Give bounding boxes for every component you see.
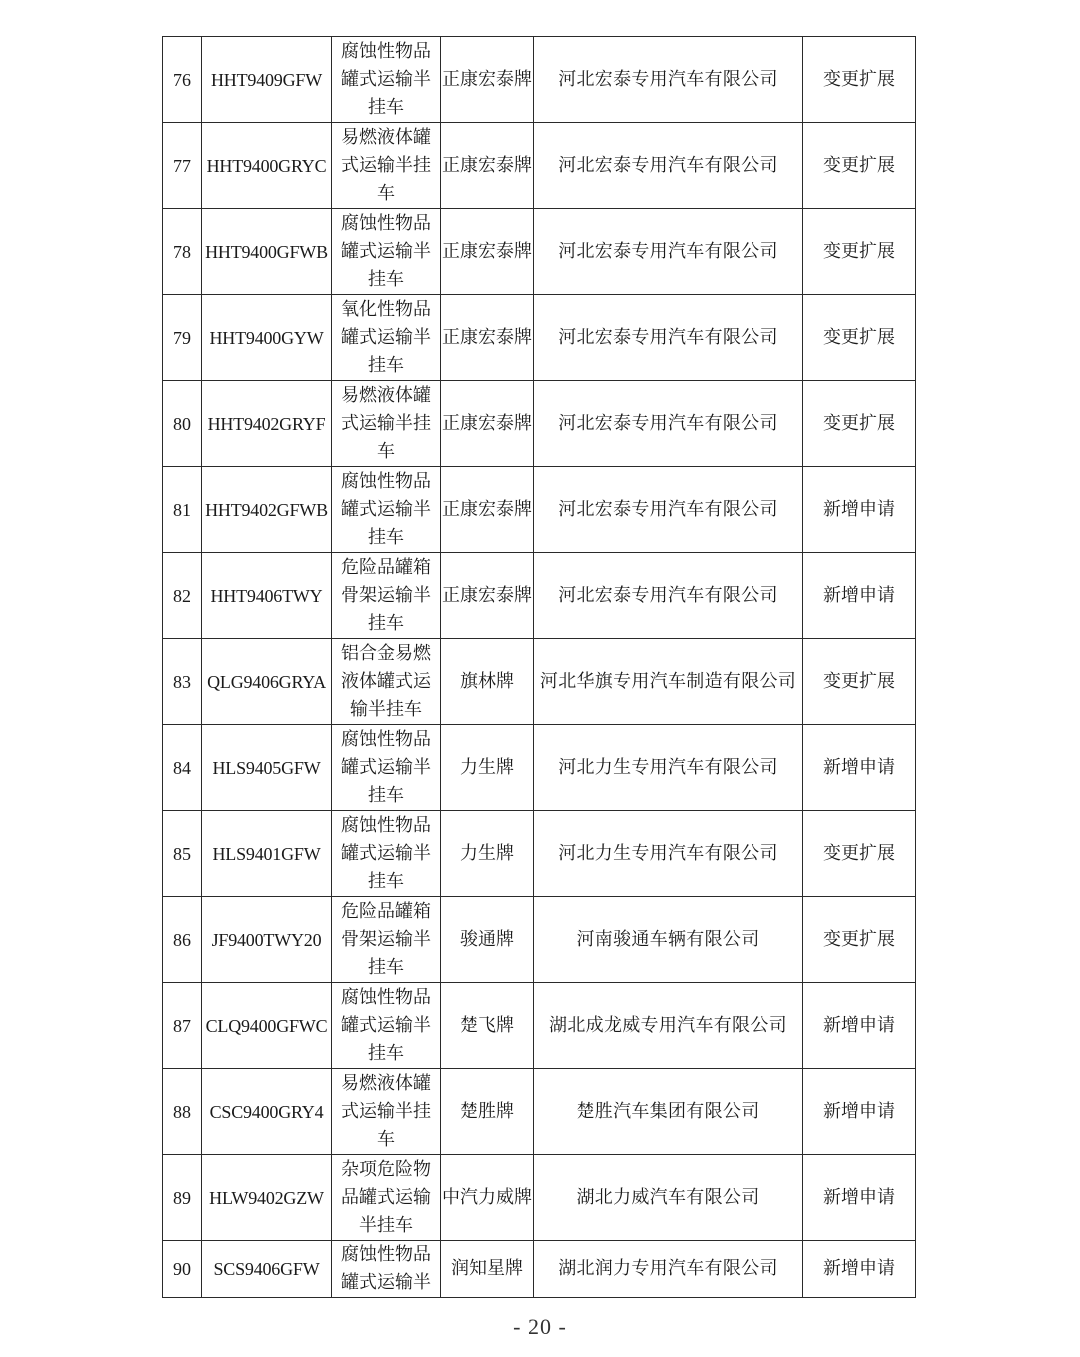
company-cell: 河北宏泰专用汽车有限公司 (534, 295, 803, 381)
vehicle-model-cell: HHT9400GRYC (202, 123, 332, 209)
vehicle-model-cell: HLW9402GZW (202, 1155, 332, 1241)
product-name-text: 危险品罐箱骨架运输半挂车 (341, 556, 431, 634)
company-cell: 湖北成龙威专用汽车有限公司 (534, 983, 803, 1069)
product-name-cell (332, 209, 441, 295)
table-row (163, 897, 916, 983)
brand-cell: 楚胜牌 (441, 1069, 534, 1155)
company-cell: 河北华旗专用汽车制造有限公司 (534, 639, 803, 725)
table-row (163, 1069, 916, 1155)
application-type-cell: 新增申请 (803, 1241, 916, 1298)
company-cell: 湖北力威汽车有限公司 (534, 1155, 803, 1241)
vehicle-model-cell: HHT9406TWY (202, 553, 332, 639)
product-name-cell (332, 37, 441, 123)
table-row (163, 725, 916, 811)
brand-cell: 力生牌 (441, 811, 534, 897)
vehicle-model-cell: CLQ9400GFWC (202, 983, 332, 1069)
table-row (163, 1155, 916, 1241)
product-name-cell (332, 467, 441, 553)
company-cell: 河北宏泰专用汽车有限公司 (534, 381, 803, 467)
product-name-text: 腐蚀性物品罐式运输半 (341, 1244, 431, 1293)
company-cell: 河北力生专用汽车有限公司 (534, 811, 803, 897)
product-name-text: 腐蚀性物品罐式运输半挂车 (341, 814, 431, 892)
application-type-cell: 新增申请 (803, 1155, 916, 1241)
vehicle-model-cell: HHT9402GFWB (202, 467, 332, 553)
table-row (163, 209, 916, 295)
vehicle-model-cell: HHT9402GRYF (202, 381, 332, 467)
product-name-cell (332, 811, 441, 897)
company-cell: 湖北润力专用汽车有限公司 (534, 1241, 803, 1298)
company-cell: 河北力生专用汽车有限公司 (534, 725, 803, 811)
page-number: - 20 - (513, 1314, 567, 1339)
vehicle-model-cell: HHT9400GYW (202, 295, 332, 381)
table-row (163, 467, 916, 553)
row-number-cell: 90 (163, 1241, 202, 1298)
brand-cell: 正康宏泰牌 (441, 381, 534, 467)
vehicle-catalog-table (162, 36, 916, 1298)
product-name-text: 腐蚀性物品罐式运输半挂车 (341, 212, 431, 290)
product-name-text: 腐蚀性物品罐式运输半挂车 (341, 470, 431, 548)
product-name-cell (332, 295, 441, 381)
product-name-cell (332, 553, 441, 639)
vehicle-model-cell: SCS9406GFW (202, 1241, 332, 1298)
brand-cell: 旗林牌 (441, 639, 534, 725)
product-name-text: 腐蚀性物品罐式运输半挂车 (341, 40, 431, 118)
application-type-cell: 新增申请 (803, 1069, 916, 1155)
product-name-cell (332, 639, 441, 725)
product-name-text: 铝合金易燃液体罐式运输半挂车 (341, 642, 431, 720)
table-row (163, 639, 916, 725)
vehicle-model-cell: HLS9405GFW (202, 725, 332, 811)
table-row (163, 1241, 916, 1298)
company-cell: 河北宏泰专用汽车有限公司 (534, 209, 803, 295)
application-type-cell: 新增申请 (803, 725, 916, 811)
row-number-cell: 79 (163, 295, 202, 381)
application-type-cell: 新增申请 (803, 983, 916, 1069)
row-number-cell: 76 (163, 37, 202, 123)
row-number-cell: 81 (163, 467, 202, 553)
product-name-cell (332, 897, 441, 983)
product-name-cell (332, 983, 441, 1069)
product-name-cell (332, 123, 441, 209)
product-name-text: 腐蚀性物品罐式运输半挂车 (341, 986, 431, 1064)
company-cell: 楚胜汽车集团有限公司 (534, 1069, 803, 1155)
product-name-text: 危险品罐箱骨架运输半挂车 (341, 900, 431, 978)
vehicle-model-cell: CSC9400GRY4 (202, 1069, 332, 1155)
brand-cell: 正康宏泰牌 (441, 37, 534, 123)
application-type-cell: 变更扩展 (803, 123, 916, 209)
product-name-text: 易燃液体罐式运输半挂车 (341, 126, 431, 204)
vehicle-model-cell: HLS9401GFW (202, 811, 332, 897)
company-cell: 河北宏泰专用汽车有限公司 (534, 553, 803, 639)
table-row (163, 37, 916, 123)
vehicle-model-cell: HHT9400GFWB (202, 209, 332, 295)
row-number-cell: 83 (163, 639, 202, 725)
company-cell: 河北宏泰专用汽车有限公司 (534, 123, 803, 209)
company-cell: 河南骏通车辆有限公司 (534, 897, 803, 983)
table-row (163, 123, 916, 209)
brand-cell: 正康宏泰牌 (441, 295, 534, 381)
brand-cell: 正康宏泰牌 (441, 553, 534, 639)
row-number-cell: 82 (163, 553, 202, 639)
company-cell: 河北宏泰专用汽车有限公司 (534, 37, 803, 123)
table-row (163, 295, 916, 381)
table-row (163, 381, 916, 467)
application-type-cell: 变更扩展 (803, 209, 916, 295)
application-type-cell: 变更扩展 (803, 295, 916, 381)
product-name-text: 杂项危险物品罐式运输半挂车 (341, 1158, 431, 1236)
row-number-cell: 84 (163, 725, 202, 811)
vehicle-model-cell: QLG9406GRYA (202, 639, 332, 725)
application-type-cell: 变更扩展 (803, 811, 916, 897)
row-number-cell: 85 (163, 811, 202, 897)
brand-cell: 楚飞牌 (441, 983, 534, 1069)
product-name-cell (332, 1241, 441, 1298)
product-name-text: 易燃液体罐式运输半挂车 (341, 1072, 431, 1150)
product-name-cell (332, 381, 441, 467)
application-type-cell: 变更扩展 (803, 897, 916, 983)
product-name-cell (332, 1069, 441, 1155)
product-name-text: 氧化性物品罐式运输半挂车 (341, 298, 431, 376)
application-type-cell: 新增申请 (803, 467, 916, 553)
application-type-cell: 变更扩展 (803, 37, 916, 123)
brand-cell: 正康宏泰牌 (441, 123, 534, 209)
brand-cell: 润知星牌 (441, 1241, 534, 1298)
brand-cell: 正康宏泰牌 (441, 467, 534, 553)
brand-cell: 正康宏泰牌 (441, 209, 534, 295)
vehicle-model-cell: HHT9409GFW (202, 37, 332, 123)
brand-cell: 中汽力威牌 (441, 1155, 534, 1241)
brand-cell: 力生牌 (441, 725, 534, 811)
row-number-cell: 80 (163, 381, 202, 467)
table-row (163, 811, 916, 897)
product-name-text: 易燃液体罐式运输半挂车 (341, 384, 431, 462)
brand-cell: 骏通牌 (441, 897, 534, 983)
vehicle-model-cell: JF9400TWY20 (202, 897, 332, 983)
row-number-cell: 88 (163, 1069, 202, 1155)
application-type-cell: 变更扩展 (803, 639, 916, 725)
table-body (163, 37, 916, 1298)
row-number-cell: 86 (163, 897, 202, 983)
application-type-cell: 新增申请 (803, 553, 916, 639)
product-name-cell (332, 725, 441, 811)
row-number-cell: 89 (163, 1155, 202, 1241)
row-number-cell: 87 (163, 983, 202, 1069)
product-name-cell (332, 1155, 441, 1241)
row-number-cell: 78 (163, 209, 202, 295)
row-number-cell: 77 (163, 123, 202, 209)
table-row (163, 983, 916, 1069)
company-cell: 河北宏泰专用汽车有限公司 (534, 467, 803, 553)
application-type-cell: 变更扩展 (803, 381, 916, 467)
product-name-text: 腐蚀性物品罐式运输半挂车 (341, 728, 431, 806)
table-row (163, 553, 916, 639)
